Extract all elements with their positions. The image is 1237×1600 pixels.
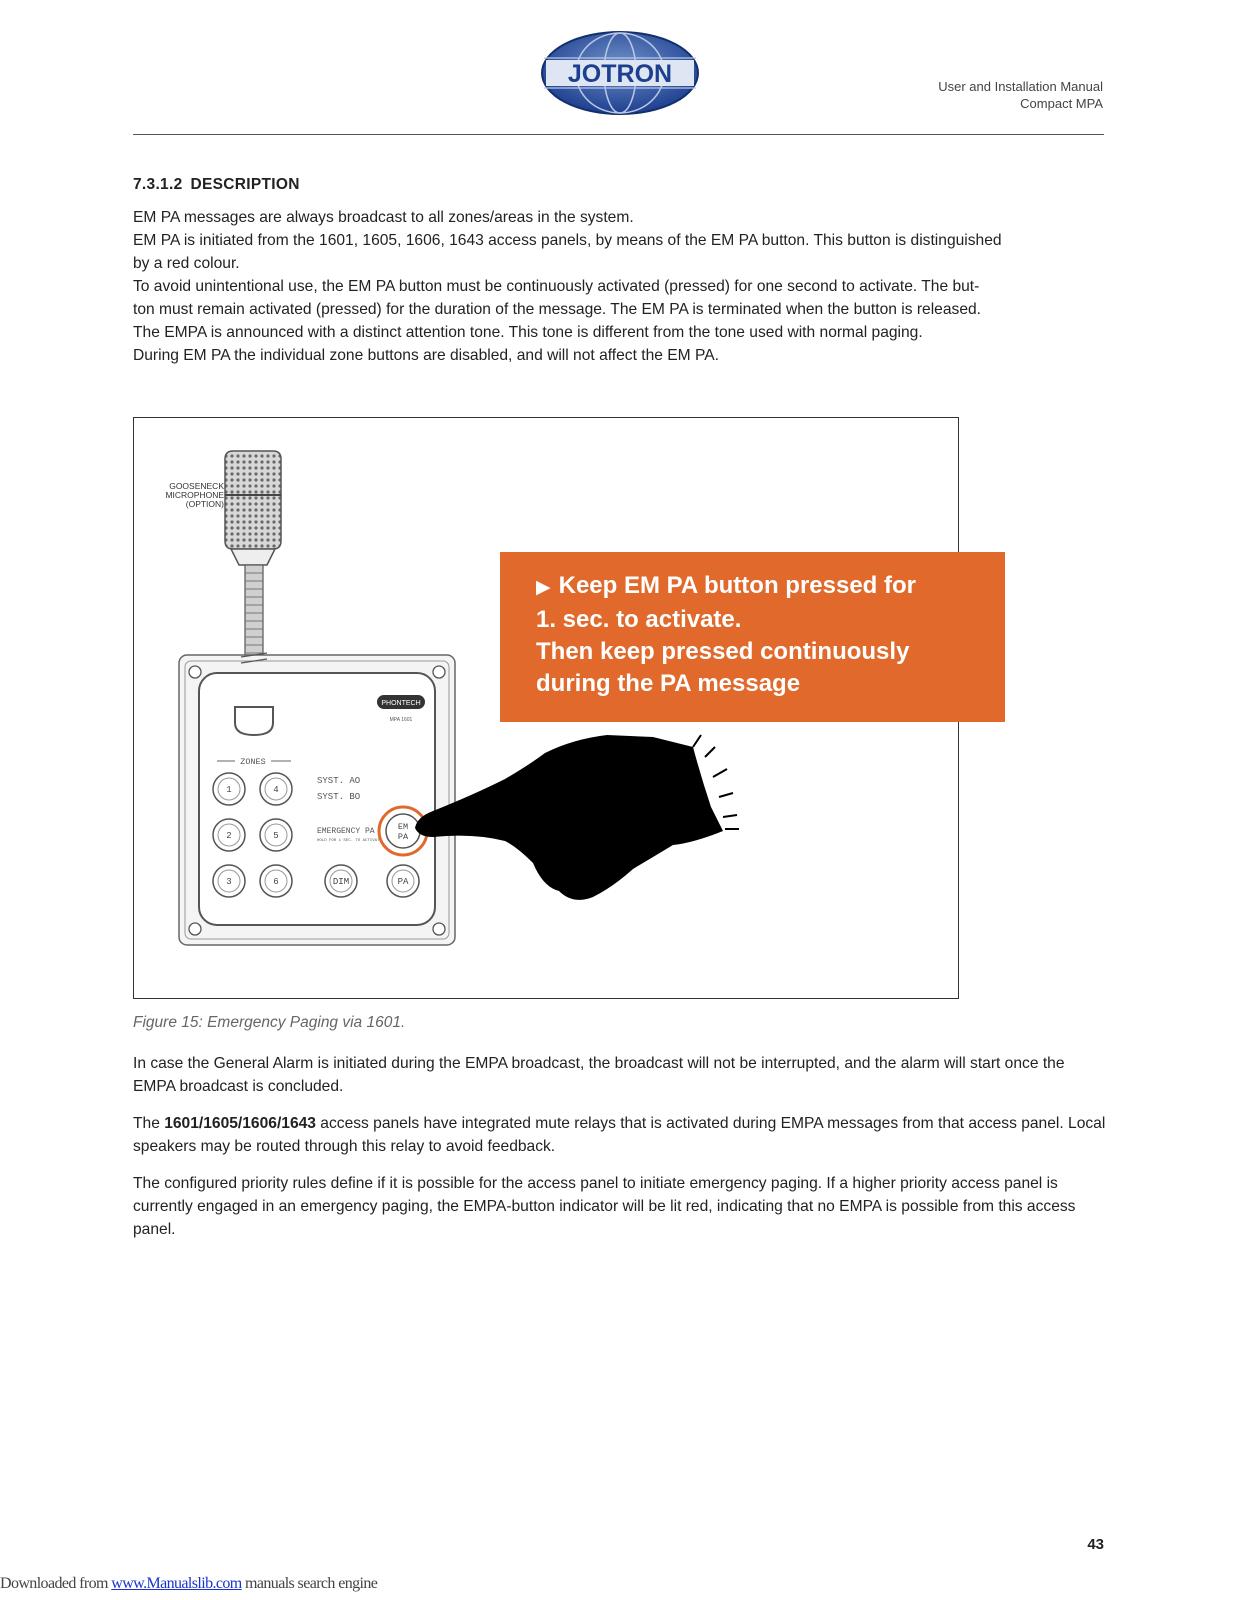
- callout-line: 1. sec. to activate.: [536, 606, 742, 633]
- callout-line: Keep EM PA button pressed for: [558, 572, 916, 599]
- zone-button-3: 3: [226, 877, 232, 887]
- section-title: DESCRIPTION: [190, 176, 300, 193]
- page-number: 43: [1087, 1536, 1104, 1553]
- zone-button-1: 1: [226, 785, 232, 795]
- jotron-logo: [540, 30, 700, 116]
- intro-line: During EM PA the individual zone buttons are disabled, and will not affect the EM PA.: [133, 347, 719, 364]
- figure-caption: Figure 15: Emergency Paging via 1601.: [133, 1014, 406, 1031]
- callout-line: Then keep pressed continuously: [536, 638, 910, 665]
- header-divider: [133, 134, 1104, 135]
- mute-relay-paragraph: The 1601/1605/1606/1643 access panels have integrated mute relays that is activated during EMPA messages from that access panel. Local speakers may be routed through this relay to avoid feedback.: [133, 1115, 1106, 1155]
- syst-a-label: SYST. AO: [317, 776, 361, 786]
- doc-title: User and Installation Manual: [938, 79, 1103, 94]
- zone-button-6: 6: [273, 877, 279, 887]
- section-number: 7.3.1.2: [133, 176, 183, 193]
- emergency-sublabel: HOLD FOR 1 SEC. TO ACTIVATE: [317, 839, 382, 843]
- dim-button: DIM: [332, 877, 350, 887]
- zones-label: ZONES: [240, 757, 266, 767]
- callout-line: during the PA message: [536, 670, 801, 697]
- svg-text:JOTRON: JOTRON: [567, 60, 673, 88]
- intro-line: ton must remain activated (pressed) for the duration of the message. The EM PA is terminated when the button is released.: [133, 301, 981, 318]
- em-pa-button-line2: PA: [397, 832, 409, 842]
- zone-button-2: 2: [226, 831, 232, 841]
- intro-line: To avoid unintentional use, the EM PA button must be continuously activated (pressed) for one second to activate. The but-: [133, 278, 980, 295]
- panel-brand: PHONTECH: [381, 700, 421, 707]
- pa-button: PA: [397, 877, 409, 887]
- priority-rules-paragraph: The configured priority rules define if it is possible for the access panel to initiate emergency paging. If a higher priority access panel is currently engaged in an emergency paging, the EMPA-button indicator will be lit red, indicating that no EMPA is possible from this access panel.: [133, 1175, 1076, 1238]
- play-triangle-icon: ▶: [536, 577, 551, 598]
- pointing-hand-icon: [415, 735, 739, 900]
- syst-b-label: SYST. BO: [317, 792, 361, 802]
- instruction-callout: [500, 552, 1005, 722]
- general-alarm-paragraph: In case the General Alarm is initiated during the EMPA broadcast, the broadcast will not be interrupted, and the alarm will start once the EMPA broadcast is concluded.: [133, 1055, 1065, 1095]
- doc-subtitle: Compact MPA: [1020, 96, 1103, 111]
- microphone-label: GOOSENECK MICROPHONE (OPTION): [165, 481, 224, 509]
- document-header: [938, 78, 1103, 112]
- intro-paragraph: [133, 206, 1108, 367]
- zone-button-5: 5: [273, 831, 279, 841]
- intro-line: EM PA is initiated from the 1601, 1605, 1606, 1643 access panels, by means of the EM PA button. This button is distinguished: [133, 232, 1002, 249]
- panel-models: 1601/1605/1606/1643: [164, 1115, 316, 1132]
- panel-model: MPA 1601: [389, 717, 413, 723]
- emergency-label: EMERGENCY PA: [317, 827, 375, 836]
- zone-button-4: 4: [273, 785, 279, 795]
- intro-line: by a red colour.: [133, 255, 240, 272]
- section-heading: [133, 176, 308, 194]
- intro-line: EM PA messages are always broadcast to all zones/areas in the system.: [133, 209, 634, 226]
- em-pa-button-line1: EM: [397, 822, 409, 832]
- intro-line: The EMPA is announced with a distinct attention tone. This tone is different from the tone used with normal paging.: [133, 324, 923, 341]
- download-footer: Downloaded from www.Manualslib.com manuals search engine: [0, 1575, 378, 1592]
- manualslib-link[interactable]: www.Manualslib.com: [111, 1575, 242, 1592]
